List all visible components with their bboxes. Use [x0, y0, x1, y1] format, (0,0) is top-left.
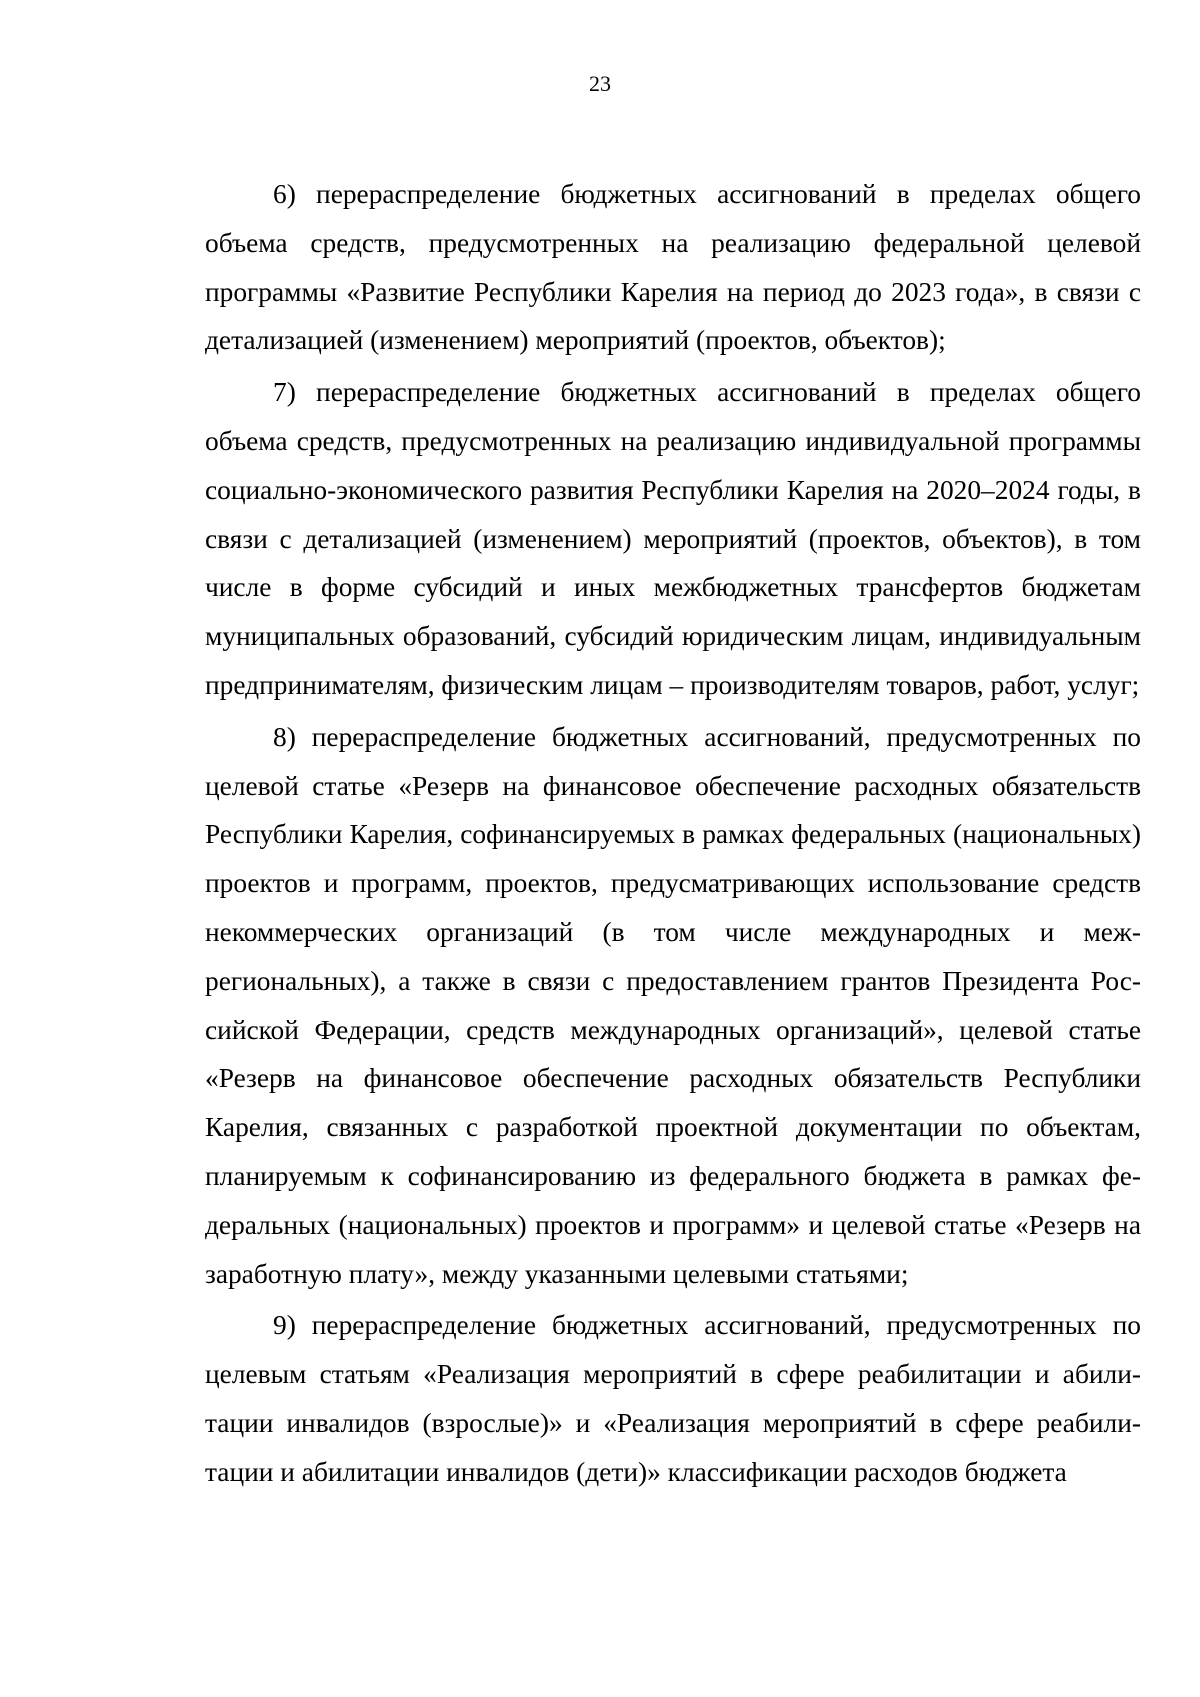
- paragraph-item-8: 8) перераспределение бюджетных ассигнований, предусмотренных по целевой статье «Резерв на финансовое обеспечение расходных обязательств Республики Карелия, софинансируемых в рамках федеральных (национальных) проектов и программ, проектов, предусматривающих использование средств некоммерческих организаций (в том числе международных и межрегиональных), а также в связи с предоставлением грантов Президента Российской Федерации, средств международных организаций», целевой статье «Резерв на финансовое обеспечение расходных обязательств Республики Карелия, связанных с разработкой проектной документации по объектам, планируемым к софинансированию из федерального бюджета в рамках федеральных (национальных) проектов и программ» и целевой статье «Резерв на заработную плату», между указанными целевыми статьями;: [205, 721, 1141, 1289]
- document-body: [205, 170, 1141, 1500]
- paragraph-item-6: 6) перераспределение бюджетных ассигнований в пределах общего объема средств, предусмотренных на реализацию федеральной целевой программы «Развитие Республики Карелия на период до 2023 года», в связи с детализацией (изменением) мероприятий (проектов, объектов);: [205, 179, 1141, 356]
- page-number: 23: [589, 71, 611, 96]
- paragraph-item-7: 7) перераспределение бюджетных ассигнований в пределах общего объема средств, предусмотренных на реализацию индивидуальной программы социально-экономического развития Республики Карелия на 2020–2024 годы, в связи с детализацией (изменением) мероприятий (проектов, объектов), в том числе в форме субсидий и иных межбюджетных трансфертов бюджетам муниципальных образований, субсидий юридическим лицам, индивидуальным предпринимателям, физическим лицам – производителям товаров, работ, услуг;: [205, 377, 1141, 700]
- paragraph-item-9: 9) перераспределение бюджетных ассигнований, предусмотренных по целевым статьям «Реализация мероприятий в сфере реабилитации и абилитации инвалидов (взрослые)» и «Реализация мероприятий в сфере реабилитации и абилитации инвалидов (дети)» классификации расходов бюджета: [205, 1310, 1141, 1487]
